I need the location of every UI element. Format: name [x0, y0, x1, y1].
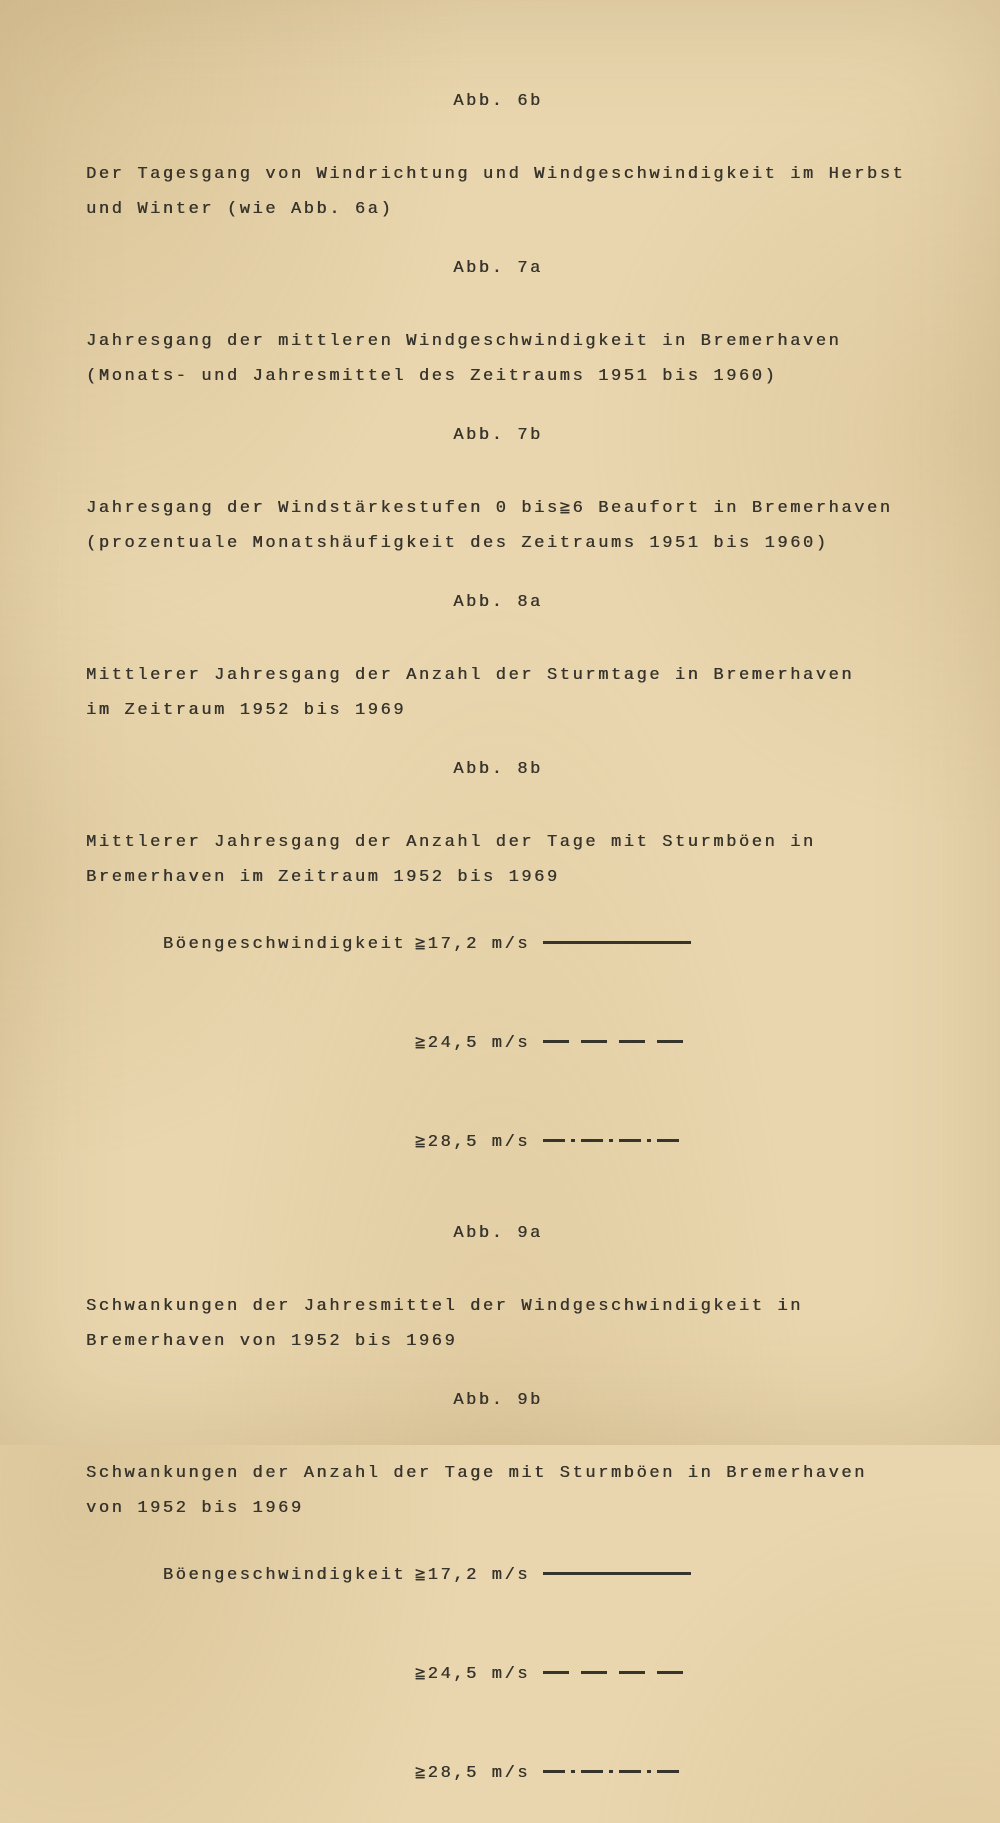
caption-line: (Monats- und Jahresmittel des Zeitraums 1951 bis 1960) — [86, 367, 778, 386]
figure-section-9b — [86, 1383, 910, 1823]
caption-line: Schwankungen der Anzahl der Tage mit Sturmböen in Bremerhaven — [86, 1464, 867, 1483]
caption-line: (prozentuale Monatshäufigkeit des Zeitraums 1951 bis 1960) — [86, 534, 829, 553]
legend-row — [86, 1724, 910, 1823]
legend-row — [86, 895, 910, 994]
legend-threshold: ≧24,5 m/s — [414, 1665, 531, 1684]
figure-heading: Abb. 7b — [453, 426, 543, 445]
figure-heading: Abb. 8a — [453, 593, 543, 612]
legend-line-dashdot — [543, 1770, 683, 1773]
figure-heading: Abb. 6b — [453, 92, 543, 111]
caption-line: Jahresgang der mittleren Windgeschwindigkeit in Bremerhaven — [86, 332, 842, 351]
legend-line-dashdot — [543, 1139, 683, 1142]
legend-threshold: ≧28,5 m/s — [414, 1764, 531, 1783]
caption-line: Jahresgang der Windstärkestufen 0 bis≧6 Beaufort in Bremerhaven — [86, 499, 893, 518]
legend-threshold: ≧24,5 m/s — [414, 1034, 531, 1053]
caption-line: Bremerhaven im Zeitraum 1952 bis 1969 — [86, 868, 560, 887]
legend-threshold: ≧17,2 m/s — [414, 1566, 531, 1585]
figure-section-8b — [86, 752, 910, 1192]
figure-heading: Abb. 9a — [453, 1224, 543, 1243]
legend-row — [86, 1093, 910, 1192]
caption-line: und Winter (wie Abb. 6a) — [86, 200, 394, 219]
caption-line: Schwankungen der Jahresmittel der Windgeschwindigkeit in — [86, 1297, 803, 1316]
caption-line: Mittlerer Jahresgang der Anzahl der Sturmtage in Bremerhaven — [86, 666, 855, 685]
legend-row — [86, 1526, 910, 1625]
figure-section-9a — [86, 1216, 910, 1359]
caption-line: Bremerhaven von 1952 bis 1969 — [86, 1332, 458, 1351]
caption-line: Der Tagesgang von Windrichtung und Windgeschwindigkeit im Herbst — [86, 165, 906, 184]
legend-threshold: ≧17,2 m/s — [414, 935, 531, 954]
legend-line-solid — [543, 941, 691, 944]
caption-line: im Zeitraum 1952 bis 1969 — [86, 701, 407, 720]
legend-line-solid — [543, 1572, 691, 1575]
figure-heading: Abb. 8b — [453, 760, 543, 779]
figure-section-7a — [86, 251, 910, 394]
caption-line: Mittlerer Jahresgang der Anzahl der Tage mit Sturmböen in — [86, 833, 816, 852]
legend-line-dashed — [543, 1671, 685, 1674]
figure-section-6b — [86, 84, 910, 227]
legend-row — [86, 994, 910, 1093]
legend-line-dashed — [543, 1040, 685, 1043]
legend-row — [86, 1625, 910, 1724]
legend-label: Böengeschwindigkeit — [162, 1566, 407, 1585]
figure-section-7b — [86, 418, 910, 561]
figure-section-8a — [86, 585, 910, 728]
figure-heading: Abb. 9b — [453, 1391, 543, 1410]
caption-line: von 1952 bis 1969 — [86, 1499, 304, 1518]
figure-heading: Abb. 7a — [453, 259, 543, 278]
legend-label: Böengeschwindigkeit — [162, 935, 407, 954]
legend-threshold: ≧28,5 m/s — [414, 1133, 531, 1152]
